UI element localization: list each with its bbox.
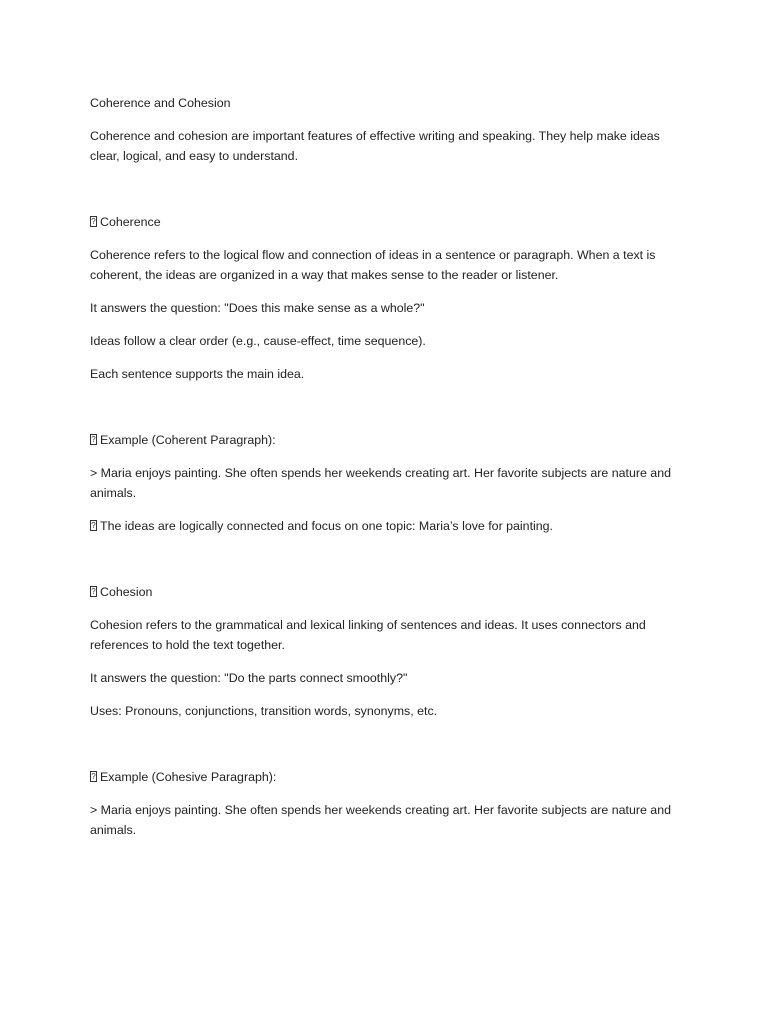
- coherent-example-text: > Maria enjoys painting. She often spends her weekends creating art. Her favorite subjects are nature and animals.: [90, 466, 671, 500]
- missing-glyph-icon: [90, 434, 97, 445]
- coherence-definition: Coherence refers to the logical flow and connection of ideas in a sentence or paragraph. When a text is coherent, the ideas are organized in a way that makes sense to the reader or listener.: [90, 248, 656, 282]
- cohesion-heading: [90, 582, 680, 602]
- coherent-example-heading: [90, 430, 680, 450]
- section-spacer: [90, 397, 680, 430]
- missing-glyph-icon: [90, 771, 97, 782]
- section-spacer: [90, 549, 680, 582]
- missing-glyph-icon: [90, 586, 97, 597]
- cohesion-question: It answers the question: "Do the parts connect smoothly?": [90, 671, 408, 685]
- coherence-heading-text: Coherence: [100, 215, 161, 229]
- missing-glyph-icon: [90, 216, 97, 227]
- cohesive-example-text: > Maria enjoys painting. She often spends her weekends creating art. Her favorite subjects are nature and animals.: [90, 803, 671, 837]
- document-body: [90, 93, 680, 853]
- coherence-point-support: Each sentence supports the main idea.: [90, 367, 305, 381]
- section-spacer: [90, 734, 680, 767]
- section-spacer: [90, 179, 680, 212]
- cohesive-example-heading: [90, 767, 680, 787]
- cohesion-uses: Uses: Pronouns, conjunctions, transition words, synonyms, etc.: [90, 704, 438, 718]
- coherence-point-order: Ideas follow a clear order (e.g., cause-effect, time sequence).: [90, 334, 426, 348]
- cohesion-heading-text: Cohesion: [100, 585, 153, 599]
- coherence-heading: [90, 212, 680, 232]
- cohesive-example-heading-text: Example (Cohesive Paragraph):: [100, 770, 277, 784]
- coherence-question: It answers the question: "Does this make sense as a whole?": [90, 301, 425, 315]
- coherent-example-heading-text: Example (Coherent Paragraph):: [100, 433, 276, 447]
- coherent-example-note: [90, 516, 680, 536]
- document-title: Coherence and Cohesion: [90, 96, 231, 110]
- missing-glyph-icon: [90, 520, 97, 531]
- intro-paragraph: Coherence and cohesion are important features of effective writing and speaking. They help make ideas clear, logical, and easy to understand.: [90, 129, 660, 163]
- cohesion-definition: Cohesion refers to the grammatical and lexical linking of sentences and ideas. It uses connectors and references to hold the text together.: [90, 618, 646, 652]
- coherent-example-note-text: The ideas are logically connected and focus on one topic: Maria’s love for painting.: [100, 519, 553, 533]
